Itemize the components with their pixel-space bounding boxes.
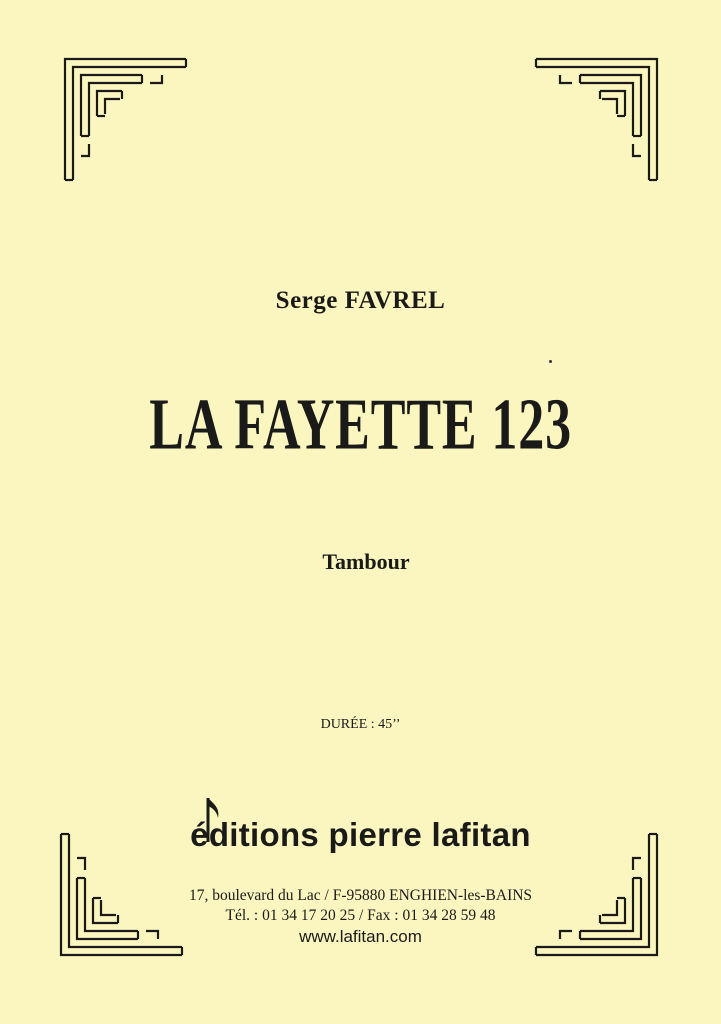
instrument-label: Tambour (322, 549, 410, 574)
duration-label: DURÉE : 45’’ (320, 717, 401, 732)
composer-name: Serge FAVREL (275, 287, 446, 314)
corner-ornament-top-right-icon (534, 56, 660, 182)
piece-title-text: LA FAYETTE 123 (149, 384, 572, 466)
corner-ornament-top-left-icon (62, 56, 188, 182)
piece-title (0, 380, 721, 470)
ink-speck (549, 360, 552, 363)
publisher-phone-fax: Tél. : 01 34 17 20 25 / Fax : 01 34 28 59 48 (225, 907, 496, 924)
publisher-website-link[interactable]: www.lafitan.com (299, 927, 422, 946)
publisher-address: 17, boulevard du Lac / F-95880 ENGHIEN-les-BAINS (188, 887, 533, 904)
publisher-name: éditions pierre lafitan (190, 816, 531, 853)
